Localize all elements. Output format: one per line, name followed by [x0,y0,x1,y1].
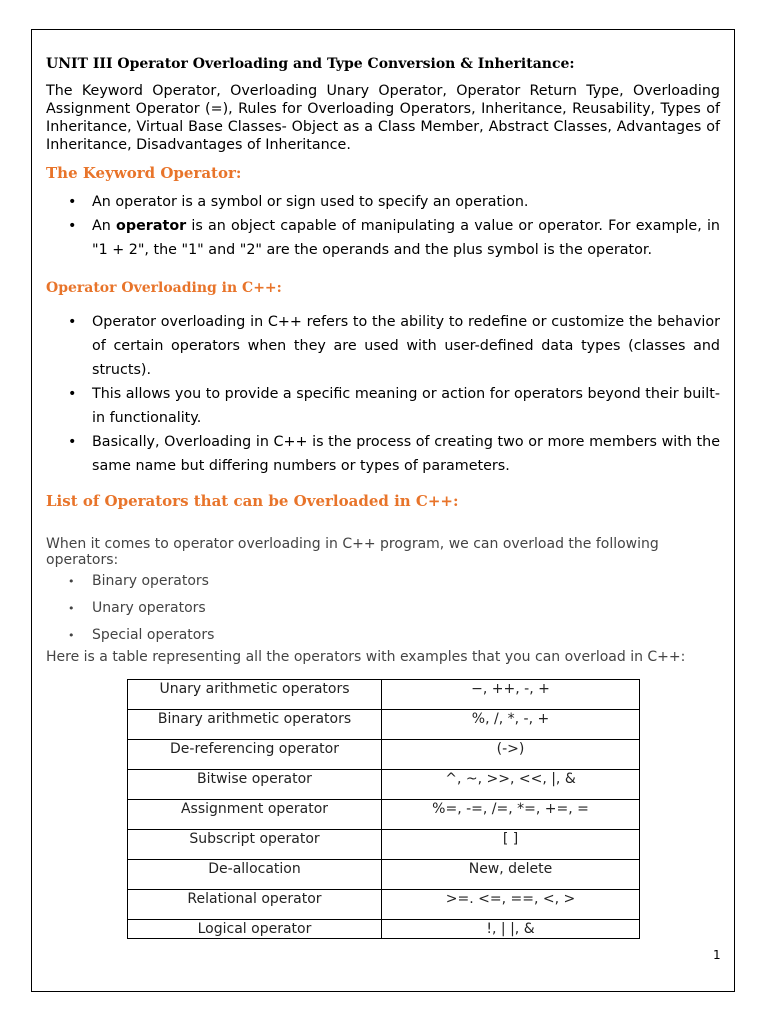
unit-title: UNIT III Operator Overloading and Type Conversion & Inheritance: [46,56,575,72]
list-item-text: is an object capable of manipulating a value or operator. For example, in "1 + 2", the "1" and "2" are the operands and the plus symbol is the operator. [92,218,720,258]
operator-overloading-list [46,310,720,478]
page-number: 1 [713,948,721,962]
list-item: • Operator overloading in C++ refers to the ability to redefine or customize the behavior of certain operators when they are used with user-defined data types (classes and structs). [92,310,720,382]
table-cell-category: De-allocation [128,860,382,890]
table-cell-category: De-referencing operator [128,740,382,770]
table-cell-category: Relational operator [128,890,382,920]
table-row [128,920,640,939]
table-cell-examples: %, /, *, -, + [382,710,640,740]
table-row [128,770,640,800]
table-cell-category: Bitwise operator [128,770,382,800]
table-cell-examples: (->) [382,740,640,770]
bold-term: operator [116,218,187,234]
list-item: • This allows you to provide a specific meaning or action for operators beyond their built-in functionality. [92,382,720,430]
table-cell-category: Subscript operator [128,830,382,860]
list-item-text: An [92,218,117,234]
table-cell-examples: >=. <=, ==, <, > [382,890,640,920]
table-row [128,860,640,890]
table-cell-category: Logical operator [128,920,382,939]
list-item: • Unary operators [92,595,720,622]
table-row [128,800,640,830]
document-body [46,56,720,939]
table-cell-examples: !, | |, & [382,920,640,939]
section-heading-keyword-operator: The Keyword Operator: [46,164,242,182]
table-intro: Here is a table representing all the operators with examples that you can overload in C++: [46,649,686,665]
list-item: • An operator is a symbol or sign used to specify an operation. [92,190,720,214]
section-heading-overloadable-operators: List of Operators that can be Overloaded in C++: [46,492,459,510]
table-cell-examples: %=, -=, /=, *=, +=, = [382,800,640,830]
table-cell-examples: New, delete [382,860,640,890]
table-row [128,680,640,710]
table-cell-category: Unary arithmetic operators [128,680,382,710]
table-cell-examples: ^, ~, >>, <<, |, & [382,770,640,800]
table-cell-examples: [ ] [382,830,640,860]
keyword-operator-list [46,190,720,262]
unit-intro: The Keyword Operator, Overloading Unary Operator, Operator Return Type, Overloading Assignment Operator (=), Rules for Overloading Operators, Inheritance, Reusability, Types of Inheritance, Virtual Base Classes- Object as a Class Member, Abstract Classes, Advantages of Inheritance, Disadvantages of Inheritance. [46,83,720,153]
list-item: • Special operators [92,622,720,649]
table-row [128,890,640,920]
list-item: • Binary operators [92,568,720,595]
overloadable-intro: When it comes to operator overloading in C++ program, we can overload the following operators: [46,536,659,568]
table-cell-category: Binary arithmetic operators [128,710,382,740]
operators-table [127,679,640,939]
section-heading-operator-overloading: Operator Overloading in C++: [46,280,282,296]
table-cell-examples: −, ++, -, + [382,680,640,710]
list-item [92,214,720,262]
table-row [128,740,640,770]
table-row [128,830,640,860]
operator-category-list [46,568,720,649]
table-cell-category: Assignment operator [128,800,382,830]
list-item: • Basically, Overloading in C++ is the process of creating two or more members with the same name but differing numbers or types of parameters. [92,430,720,478]
table-row [128,710,640,740]
